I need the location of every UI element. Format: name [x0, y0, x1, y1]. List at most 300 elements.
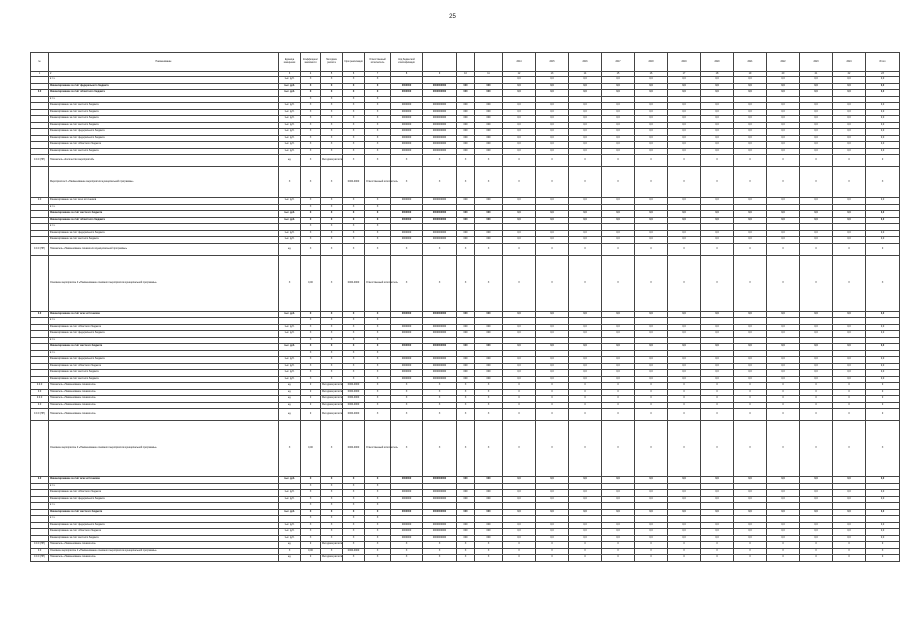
- table-cell: 0000000000: [423, 217, 457, 224]
- table-cell: 0,0: [668, 237, 701, 244]
- table-cell: 0,0: [701, 509, 734, 516]
- table-cell: 0,0: [503, 198, 536, 205]
- table-cell: 0000000000: [423, 103, 457, 110]
- table-cell: 0,0: [635, 109, 668, 116]
- table-cell: 000: [475, 477, 503, 484]
- table-cell: 0: [800, 243, 833, 255]
- table-cell: 0,0: [635, 324, 668, 331]
- table-cell: 0,0: [734, 529, 767, 536]
- table-cell: 0,0: [701, 217, 734, 224]
- table-cell: 0,0: [833, 357, 866, 364]
- table-cell: 0: [635, 409, 668, 421]
- table-cell: 8: [391, 72, 423, 77]
- row-label-cell: в т.ч.: [49, 503, 279, 510]
- table-cell: 0,0: [602, 331, 635, 338]
- table-cell: 0,0: [701, 103, 734, 110]
- table-cell: Х: [423, 548, 457, 555]
- table-cell: 0.0: [31, 311, 49, 318]
- table-cell: Х: [343, 370, 365, 377]
- table-cell: 0,0: [536, 324, 569, 331]
- table-cell: 0: [602, 402, 635, 409]
- table-cell: 0: [734, 396, 767, 403]
- table-cell: 0: [833, 402, 866, 409]
- header-cell: Срок реализации: [343, 53, 365, 72]
- header-cell: Наименование: [49, 53, 279, 72]
- table-cell: 0: [833, 555, 866, 562]
- table-cell: 0000000: [391, 90, 423, 97]
- table-cell: 000: [457, 535, 475, 542]
- table-cell: Х: [475, 542, 503, 549]
- table-cell: 0,0: [569, 357, 602, 364]
- table-cell: 4: [301, 72, 321, 77]
- table-cell: Х: [321, 204, 343, 211]
- table-cell: 0,0: [800, 344, 833, 351]
- table-cell: Х: [365, 496, 391, 503]
- table-cell: Х: [475, 396, 503, 403]
- table-cell: Х: [635, 167, 668, 198]
- table-cell: Х: [343, 516, 365, 523]
- table-cell: Х: [301, 122, 321, 129]
- table-cell: Х: [423, 421, 457, 477]
- table-cell: 0,0: [701, 311, 734, 318]
- table-cell: 0: [635, 389, 668, 396]
- table-cell: Х: [301, 148, 321, 155]
- table-cell: 0: [301, 409, 321, 421]
- table-cell: 0,0: [635, 237, 668, 244]
- table-cell: Х: [321, 344, 343, 351]
- header-cell: Методика расчёта: [321, 53, 343, 72]
- table-cell: 0,0: [536, 370, 569, 377]
- table-cell: 0,0: [536, 142, 569, 149]
- table-cell: Х: [423, 555, 457, 562]
- row-label-cell: Финансирование за счёт местного бюджета: [49, 237, 279, 244]
- table-cell: Х: [343, 496, 365, 503]
- table-cell: 0,0: [602, 344, 635, 351]
- table-cell: 0,0: [602, 496, 635, 503]
- row-label-cell: Основное мероприятие 0 «Наименование основного мероприятия муниципальной программы»: [49, 548, 279, 555]
- row-label-cell: в т.ч.: [49, 204, 279, 211]
- header-cell: №: [31, 53, 49, 72]
- table-cell: 0: [602, 155, 635, 167]
- table-cell: 000: [457, 237, 475, 244]
- table-cell: Х: [321, 230, 343, 237]
- table-cell: Х: [343, 211, 365, 218]
- table-cell: 000: [475, 217, 503, 224]
- table-cell: 0000000: [391, 496, 423, 503]
- table-cell: 0,0: [800, 535, 833, 542]
- table-cell: 0,0: [866, 344, 900, 351]
- table-cell: Х: [668, 548, 701, 555]
- table-cell: Х: [301, 370, 321, 377]
- table-cell: Х: [343, 555, 365, 562]
- table-cell: 0,0: [635, 122, 668, 129]
- table-cell: 0,0: [833, 311, 866, 318]
- table-cell: 0,0: [668, 522, 701, 529]
- table-cell: 0: [635, 155, 668, 167]
- table-cell: 0000000000: [423, 535, 457, 542]
- table-cell: 0,0: [668, 90, 701, 97]
- table-cell: 0: [668, 396, 701, 403]
- table-cell: Х: [321, 109, 343, 116]
- table-cell: Х: [734, 255, 767, 311]
- table-cell: 000: [475, 116, 503, 123]
- table-cell: 18: [701, 72, 734, 77]
- table-cell: 0: [800, 155, 833, 167]
- table-cell: Х: [365, 555, 391, 562]
- row-label-cell: в т.ч.: [49, 350, 279, 357]
- table-cell: 0: [536, 409, 569, 421]
- table-cell: 0,0: [602, 376, 635, 383]
- table-cell: 0,0: [701, 376, 734, 383]
- table-cell: 0,0: [866, 148, 900, 155]
- row-label-cell: в т.ч.: [49, 77, 279, 84]
- table-cell: 0000000000: [423, 522, 457, 529]
- table-cell: 0: [734, 243, 767, 255]
- table-cell: 0,0: [734, 230, 767, 237]
- table-cell: 0,0: [602, 109, 635, 116]
- table-cell: Х: [365, 548, 391, 555]
- table-cell: 6: [343, 72, 365, 77]
- table-cell: 0,0: [800, 148, 833, 155]
- table-cell: 0000000: [391, 376, 423, 383]
- row-label-cell: Показатель «Наименование показателя»: [49, 396, 279, 403]
- table-cell: 0: [503, 402, 536, 409]
- table-cell: 000: [457, 509, 475, 516]
- table-cell: 000: [457, 311, 475, 318]
- table-cell: 0,0: [668, 109, 701, 116]
- table-cell: 0,0: [536, 363, 569, 370]
- table-cell: Х: [866, 421, 900, 477]
- table-cell: 0,0: [635, 142, 668, 149]
- table-cell: 21: [800, 72, 833, 77]
- table-cell: ед.: [279, 402, 301, 409]
- table-cell: 0,0: [536, 83, 569, 90]
- table-cell: Х: [343, 135, 365, 142]
- table-cell: 0,0: [734, 490, 767, 497]
- table-cell: Х: [866, 548, 900, 555]
- table-row: [31, 243, 900, 255]
- table-cell: 0,0: [866, 109, 900, 116]
- table-cell: 0,0: [569, 122, 602, 129]
- table-cell: тыс. руб.: [279, 496, 301, 503]
- table-cell: 0,0: [602, 529, 635, 536]
- program-finance-table: [30, 52, 900, 562]
- table-cell: 000: [457, 103, 475, 110]
- table-cell: 0,0: [668, 211, 701, 218]
- table-cell: 0,0: [668, 122, 701, 129]
- table-cell: 0,0: [833, 122, 866, 129]
- row-label-cell: Показатель «Наименование показателя»: [49, 383, 279, 390]
- table-cell: 0.0.0: [31, 383, 49, 390]
- table-cell: 0,0: [569, 135, 602, 142]
- table-cell: 0,0: [800, 77, 833, 84]
- table-cell: 0,0: [800, 122, 833, 129]
- table-cell: тыс. руб.: [279, 142, 301, 149]
- table-cell: Х: [365, 490, 391, 497]
- table-cell: 0,0: [833, 116, 866, 123]
- table-cell: Ответственный исполнитель: [365, 421, 391, 477]
- table-cell: Х: [301, 477, 321, 484]
- table-cell: Х: [391, 155, 423, 167]
- table-cell: Х: [321, 96, 343, 103]
- table-cell: Х: [301, 217, 321, 224]
- table-cell: 0,0: [800, 496, 833, 503]
- table-cell: Х: [365, 344, 391, 351]
- table-cell: Х: [321, 376, 343, 383]
- table-cell: Х: [301, 350, 321, 357]
- table-cell: 0000000: [391, 129, 423, 136]
- table-cell: 0: [701, 409, 734, 421]
- table-cell: Х: [391, 255, 423, 311]
- table-cell: Х: [800, 167, 833, 198]
- table-cell: 0,0: [701, 237, 734, 244]
- table-cell: 0,0: [668, 311, 701, 318]
- row-label-cell: Финансирование за счёт федерального бюджета: [49, 331, 279, 338]
- table-cell: 0,0: [767, 496, 800, 503]
- table-cell: 0,0: [569, 90, 602, 97]
- table-cell: 0,0: [833, 522, 866, 529]
- table-cell: 0,0: [536, 109, 569, 116]
- table-cell: 0,0: [734, 522, 767, 529]
- table-cell: Х: [321, 217, 343, 224]
- table-cell: 0: [503, 383, 536, 390]
- table-cell: 0,0: [767, 509, 800, 516]
- row-label-cell: Финансирование за счёт местного бюджета: [49, 211, 279, 218]
- table-cell: Х: [569, 421, 602, 477]
- table-cell: 0,0: [767, 129, 800, 136]
- table-cell: 000: [475, 331, 503, 338]
- table-cell: 0: [602, 243, 635, 255]
- table-cell: Х: [365, 135, 391, 142]
- table-cell: 0.0: [31, 477, 49, 484]
- table-cell: 0.0: [31, 389, 49, 396]
- table-cell: Х: [391, 383, 423, 390]
- table-cell: 0000000: [391, 109, 423, 116]
- table-cell: 000: [457, 109, 475, 116]
- table-cell: Х: [635, 421, 668, 477]
- table-cell: 0: [866, 383, 900, 390]
- table-cell: Х: [321, 516, 343, 523]
- table-cell: Х: [321, 167, 343, 198]
- table-cell: Методика расчёта: [321, 155, 343, 167]
- table-cell: 0,0: [800, 522, 833, 529]
- table-cell: 0: [866, 542, 900, 549]
- table-cell: Х: [343, 103, 365, 110]
- table-cell: Х: [321, 503, 343, 510]
- table-cell: 0,0: [833, 363, 866, 370]
- table-cell: Х: [343, 217, 365, 224]
- table-cell: Х: [391, 421, 423, 477]
- header-cell: [475, 53, 503, 72]
- table-cell: 0,0: [569, 522, 602, 529]
- table-cell: 0000000000: [423, 237, 457, 244]
- table-cell: 0000000: [391, 83, 423, 90]
- table-cell: 0,0: [767, 522, 800, 529]
- table-cell: 0,0: [569, 344, 602, 351]
- table-cell: 0000000: [391, 211, 423, 218]
- table-cell: Х: [301, 509, 321, 516]
- table-cell: 0,0: [602, 135, 635, 142]
- row-label-cell: Финансирование за счёт федерального бюджета: [49, 522, 279, 529]
- table-cell: 0,0: [734, 211, 767, 218]
- table-cell: 0,0: [635, 496, 668, 503]
- row-label-cell: Финансирование за счёт местного бюджета: [49, 109, 279, 116]
- table-cell: 0: [569, 402, 602, 409]
- table-cell: 0,0: [734, 148, 767, 155]
- table-cell: 0: [701, 542, 734, 549]
- table-cell: 0: [503, 409, 536, 421]
- table-cell: 0: [536, 396, 569, 403]
- table-cell: 0000000: [391, 535, 423, 542]
- table-cell: 0,0: [602, 142, 635, 149]
- table-cell: Х: [475, 555, 503, 562]
- header-cell: 2022: [767, 53, 800, 72]
- table-cell: 0,0: [602, 90, 635, 97]
- table-row: [31, 421, 900, 477]
- table-cell: 0: [800, 383, 833, 390]
- table-cell: 0,0: [734, 103, 767, 110]
- table-cell: Х: [321, 237, 343, 244]
- table-cell: 0: [635, 555, 668, 562]
- table-cell: Х: [365, 363, 391, 370]
- table-cell: 0000-0000: [343, 389, 365, 396]
- table-cell: 0000000000: [423, 83, 457, 90]
- table-cell: Х: [301, 496, 321, 503]
- table-cell: 0000000: [391, 509, 423, 516]
- table-cell: 0,0: [701, 142, 734, 149]
- table-cell: Х: [321, 535, 343, 542]
- table-cell: 0,0: [635, 311, 668, 318]
- table-cell: Х: [536, 421, 569, 477]
- table-cell: 0: [668, 409, 701, 421]
- table-cell: 0: [800, 389, 833, 396]
- table-cell: 0,0: [833, 370, 866, 377]
- table-cell: 000: [475, 129, 503, 136]
- row-label-cell: в т.ч.: [49, 337, 279, 344]
- table-cell: Х: [457, 155, 475, 167]
- table-cell: 0,0: [701, 198, 734, 205]
- table-cell: 0000000000: [423, 344, 457, 351]
- row-label-cell: Финансирование за счёт областного бюджета: [49, 529, 279, 536]
- table-cell: 13: [536, 72, 569, 77]
- table-cell: Х: [301, 243, 321, 255]
- row-label-cell: Мероприятие 0 «Наименование мероприятия муниципальной программы»: [49, 167, 279, 198]
- table-cell: Х: [833, 421, 866, 477]
- table-cell: 0,0: [866, 376, 900, 383]
- row-label-cell: в т.ч.: [49, 224, 279, 231]
- table-cell: 0,0: [734, 122, 767, 129]
- table-cell: тыс. руб.: [279, 376, 301, 383]
- table-cell: 0,0: [833, 344, 866, 351]
- row-label-cell: Финансирование за счёт всех источников: [49, 477, 279, 484]
- table-cell: Х: [391, 548, 423, 555]
- table-cell: 0: [635, 383, 668, 390]
- table-cell: Х: [365, 542, 391, 549]
- table-cell: 0: [800, 542, 833, 549]
- table-cell: 0.0.0 (ПП): [31, 155, 49, 167]
- table-cell: 0000000000: [423, 477, 457, 484]
- table-cell: тыс. руб.: [279, 490, 301, 497]
- table-cell: 0,0: [635, 363, 668, 370]
- table-cell: 0: [602, 555, 635, 562]
- table-cell: Х: [343, 529, 365, 536]
- table-cell: тыс. руб.: [279, 135, 301, 142]
- table-cell: 0,0: [536, 198, 569, 205]
- table-cell: тыс. руб.: [279, 83, 301, 90]
- table-cell: 000: [475, 490, 503, 497]
- table-cell: 000: [475, 324, 503, 331]
- table-cell: Х: [343, 503, 365, 510]
- table-cell: Х: [343, 376, 365, 383]
- table-cell: 0: [301, 555, 321, 562]
- table-cell: 0,0: [767, 363, 800, 370]
- table-cell: Х: [321, 522, 343, 529]
- table-cell: 0,0: [503, 324, 536, 331]
- row-label-cell: Финансирование за счёт местного бюджета: [49, 376, 279, 383]
- table-cell: 0,0: [866, 324, 900, 331]
- table-cell: 0,0: [767, 490, 800, 497]
- table-cell: 0000-0000: [343, 396, 365, 403]
- table-cell: 0,0: [866, 522, 900, 529]
- table-cell: Х: [365, 224, 391, 231]
- row-label-cell: Показатель «Наименование показателя муниципальной программы»: [49, 243, 279, 255]
- table-cell: 0,0: [503, 148, 536, 155]
- table-cell: 0: [569, 383, 602, 390]
- table-cell: Х: [321, 421, 343, 477]
- header-cell: 2017: [602, 53, 635, 72]
- table-cell: 0,0: [734, 509, 767, 516]
- table-cell: 0: [602, 383, 635, 390]
- table-cell: 0,0: [635, 148, 668, 155]
- row-label-cell: Финансирование за счёт местного бюджета: [49, 103, 279, 110]
- table-cell: Х: [701, 421, 734, 477]
- table-cell: 0,0: [635, 217, 668, 224]
- table-cell: 0: [866, 155, 900, 167]
- table-cell: 0,0: [734, 109, 767, 116]
- table-cell: 0,0: [866, 83, 900, 90]
- table-cell: 0,0: [635, 198, 668, 205]
- table-cell: 0,0: [503, 129, 536, 136]
- table-cell: Х: [321, 311, 343, 318]
- table-cell: 0000000: [391, 116, 423, 123]
- table-cell: 0: [800, 555, 833, 562]
- table-cell: 0,0: [668, 103, 701, 110]
- table-cell: Х: [536, 548, 569, 555]
- table-row: [31, 555, 900, 562]
- table-cell: Х: [734, 548, 767, 555]
- table-cell: 0,0: [833, 509, 866, 516]
- table-cell: Х: [343, 96, 365, 103]
- table-cell: 0,0: [602, 148, 635, 155]
- table-cell: 0,0: [602, 230, 635, 237]
- table-cell: Х: [457, 255, 475, 311]
- table-cell: 0,0: [734, 116, 767, 123]
- table-cell: 000: [475, 135, 503, 142]
- table-cell: 11: [475, 72, 503, 77]
- table-cell: Х: [365, 396, 391, 403]
- table-cell: тыс. руб.: [279, 370, 301, 377]
- table-cell: тыс. руб.: [279, 198, 301, 205]
- table-cell: 0,0: [701, 363, 734, 370]
- table-cell: 000: [475, 198, 503, 205]
- table-cell: тыс. руб.: [279, 103, 301, 110]
- table-cell: 0000000000: [423, 116, 457, 123]
- table-cell: Х: [321, 135, 343, 142]
- table-cell: Х: [668, 255, 701, 311]
- row-label-cell: Финансирование за счёт федерального бюджета: [49, 496, 279, 503]
- table-cell: 0,0: [668, 376, 701, 383]
- table-cell: 0,0: [503, 237, 536, 244]
